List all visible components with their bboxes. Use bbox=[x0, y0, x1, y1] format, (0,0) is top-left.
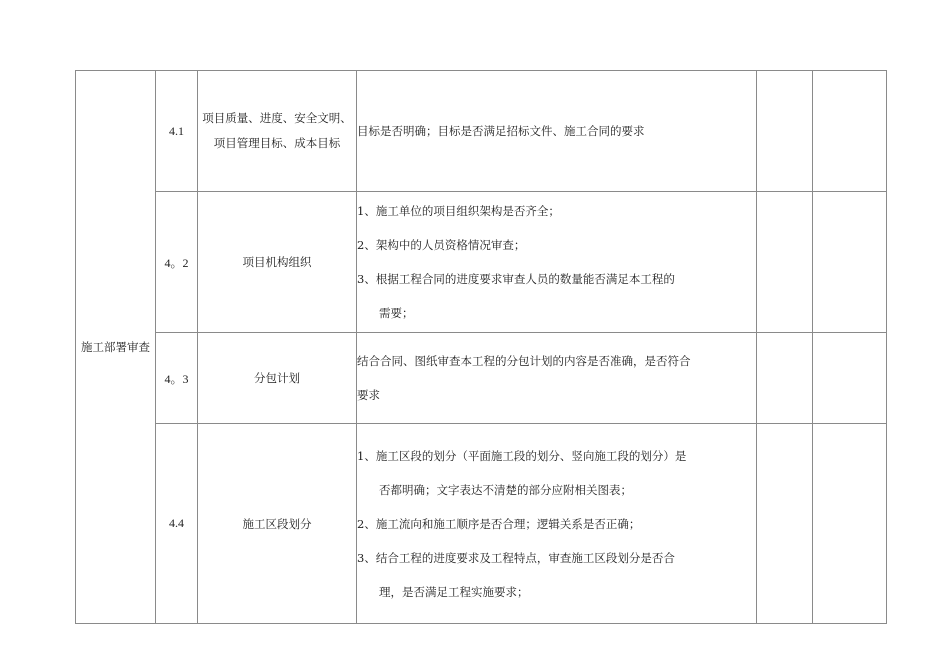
item-number: 4.4 bbox=[156, 424, 198, 624]
criteria-line: 3、根据工程合同的进度要求审查人员的数量能否满足本工程的 bbox=[357, 272, 675, 286]
blank-cell bbox=[757, 424, 813, 624]
item-name: 施工区段划分 bbox=[242, 516, 312, 531]
item-name-cell bbox=[198, 71, 357, 192]
table-row bbox=[76, 424, 887, 624]
item-number: 4。2 bbox=[156, 192, 198, 333]
criteria-line: 否都明确；文字表达不清楚的部分应附相关图表； bbox=[379, 482, 632, 497]
blank-cell bbox=[757, 71, 813, 192]
criteria-line: 1、施工单位的项目组织架构是否齐全； bbox=[357, 204, 560, 218]
criteria-line: 2、施工流向和施工顺序是否合理；逻辑关系是否正确； bbox=[357, 516, 641, 531]
criteria-line: 需要； bbox=[379, 306, 414, 320]
criteria-line: 3、结合工程的进度要求及工程特点，审查施工区段划分是否合 bbox=[357, 550, 675, 565]
blank-cell bbox=[757, 192, 813, 333]
review-criteria bbox=[357, 192, 757, 333]
construction-deployment-review-table bbox=[75, 70, 887, 624]
blank-cell bbox=[757, 333, 813, 424]
category-cell bbox=[76, 71, 156, 624]
item-name: 项目机构组织 bbox=[242, 255, 312, 269]
review-criteria bbox=[357, 333, 757, 424]
item-number: 4.1 bbox=[156, 71, 198, 192]
table-row bbox=[76, 333, 887, 424]
table-row bbox=[76, 192, 887, 333]
criteria-line: 理，是否满足工程实施要求； bbox=[379, 584, 529, 599]
criteria-line: 目标是否明确；目标是否满足招标文件、施工合同的要求 bbox=[357, 124, 645, 138]
item-name-line: 项目管理目标、成本目标 bbox=[213, 136, 341, 150]
blank-cell bbox=[813, 71, 887, 192]
blank-cell bbox=[813, 424, 887, 624]
item-name-line: 项目质量、进度、安全文明、 bbox=[202, 111, 352, 125]
criteria-line: 1、施工区段的划分（平面施工段的划分、竖向施工段的划分）是 bbox=[357, 448, 687, 463]
item-name: 分包计划 bbox=[254, 371, 300, 385]
item-name-cell bbox=[198, 333, 357, 424]
item-name-cell bbox=[198, 424, 357, 624]
review-criteria bbox=[357, 424, 757, 624]
category-label: 施工部署审查 bbox=[81, 339, 150, 354]
table-row bbox=[76, 71, 887, 192]
blank-cell bbox=[813, 192, 887, 333]
criteria-line: 2、架构中的人员资格情况审查； bbox=[357, 238, 526, 252]
blank-cell bbox=[813, 333, 887, 424]
review-criteria bbox=[357, 71, 757, 192]
item-number: 4。3 bbox=[156, 333, 198, 424]
criteria-line: 要求 bbox=[357, 388, 380, 402]
criteria-line: 结合合同、图纸审查本工程的分包计划的内容是否准确，是否符合 bbox=[357, 354, 691, 368]
item-name-cell bbox=[198, 192, 357, 333]
